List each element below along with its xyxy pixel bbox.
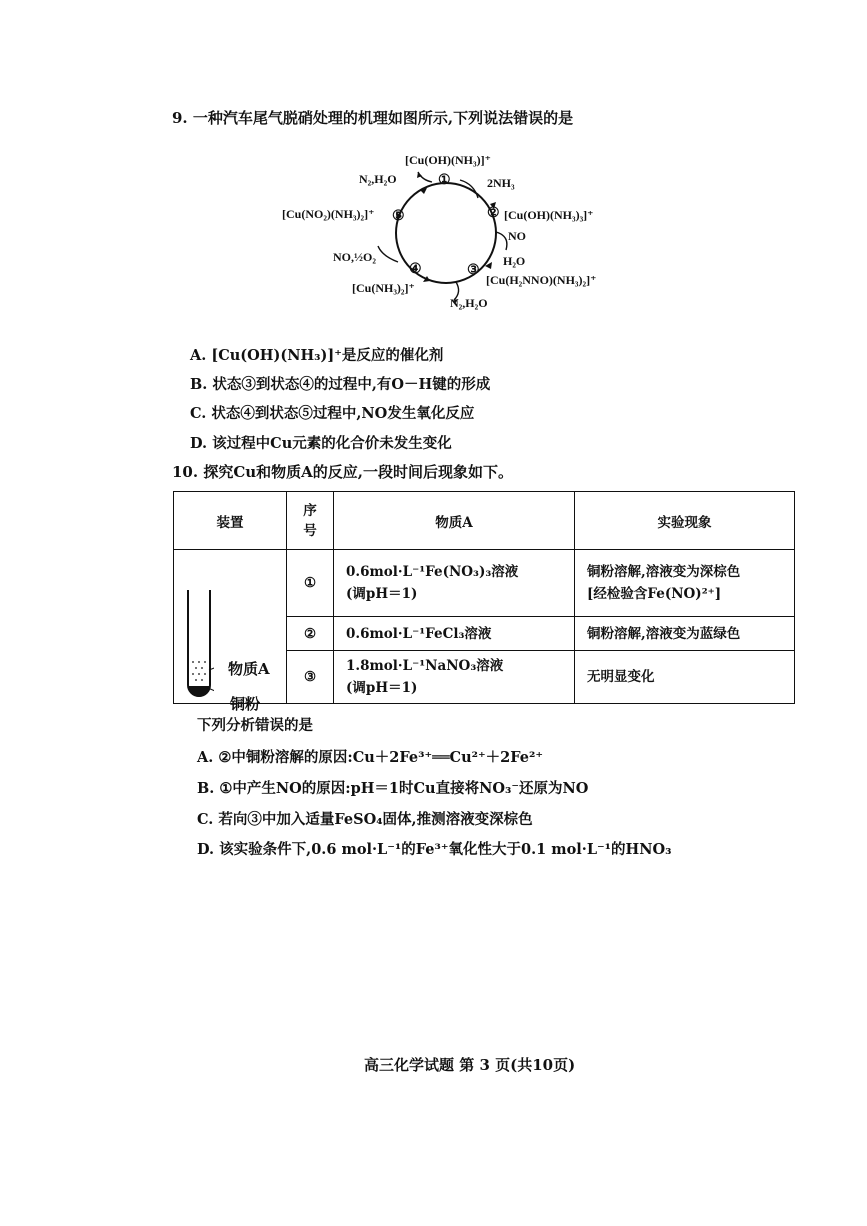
node-2: ②: [487, 206, 500, 221]
species-lower-right: [Cu(H₂NNO)(NH₃)₂]⁺: [486, 273, 597, 287]
species-left: [Cu(NO₂)(NH₃)₂]⁺: [282, 207, 375, 221]
row1-phenomenon: [575, 550, 795, 617]
q10-option-a: A. ②中铜粉溶解的原因:Cu＋2Fe³⁺══Cu²⁺＋2Fe²⁺: [197, 749, 543, 766]
reagent-h2o: H₂O: [503, 254, 526, 268]
q10-stem: 10. 探究Cu和物质A的反应,一段时间后现象如下。: [172, 463, 514, 481]
row3-number: ③: [287, 651, 334, 704]
header-phenomenon: 实验现象: [575, 492, 795, 550]
header-device: 装置: [174, 492, 287, 550]
label-substance-a: 物质A: [228, 660, 270, 678]
row1-substance: [334, 550, 575, 617]
row3-substance-line2: (调pH＝1): [346, 680, 418, 696]
label-copper-powder: 铜粉: [230, 695, 261, 713]
row1-substance-line2: (调pH＝1): [346, 586, 418, 602]
row2-substance: 0.6mol·L⁻¹FeCl₃溶液: [334, 617, 575, 651]
row1-substance-line1: 0.6mol·L⁻¹Fe(NO₃)₃溶液: [346, 564, 519, 580]
reagent-no: NO: [508, 229, 526, 243]
species-lower-left: [Cu(NH₃)₂]⁺: [352, 281, 415, 295]
row3-phenomenon: 无明显变化: [575, 651, 795, 704]
species-top: [Cu(OH)(NH₃)]⁺: [405, 153, 491, 167]
page-footer: 高三化学试题 第 3 页(共10页): [364, 1056, 576, 1074]
node-4: ④: [409, 262, 422, 277]
node-5: ⑤: [392, 209, 405, 224]
row2-phenomenon: 铜粉溶解,溶液变为蓝绿色: [575, 617, 795, 651]
device-cell: [174, 550, 287, 713]
test-tube-icon: [184, 590, 214, 700]
q10-option-b: B. ①中产生NO的原因:pH＝1时Cu直接将NO₃⁻还原为NO: [197, 780, 589, 797]
product-n2-h2o-bottom: N₂,H₂O: [450, 296, 488, 310]
q10-option-c: C. 若向③中加入适量FeSO₄固体,推测溶液变深棕色: [197, 811, 533, 828]
species-right: [Cu(OH)(NH₃)₃]⁺: [504, 208, 594, 222]
node-1: ①: [438, 173, 451, 188]
row3-substance-line1: 1.8mol·L⁻¹NaNO₃溶液: [346, 658, 504, 674]
q9-option-c: C. 状态④到状态⑤过程中,NO发生氧化反应: [190, 405, 475, 422]
row3-substance: [334, 651, 575, 704]
node-3: ③: [467, 263, 480, 278]
reagent-2nh3: 2NH₃: [487, 176, 515, 190]
header-substance: 物质A: [334, 492, 575, 550]
product-n2-h2o-top: N₂,H₂O: [359, 172, 397, 186]
table-header-row: [174, 492, 795, 550]
row1-number: ①: [287, 550, 334, 617]
experiment-table: [173, 491, 795, 713]
row2-number: ②: [287, 617, 334, 651]
q9-stem: 9. 一种汽车尾气脱硝处理的机理如图所示,下列说法错误的是: [172, 109, 574, 127]
table-row: [174, 550, 795, 617]
row1-phenomenon-line1: 铜粉溶解,溶液变为深棕色: [587, 564, 741, 580]
header-number: 序号: [287, 492, 334, 550]
row1-phenomenon-line2: [经检验含Fe(NO)²⁺]: [587, 586, 722, 602]
reagent-no-half-o2: NO,½O₂: [333, 250, 376, 264]
q9-option-d: D. 该过程中Cu元素的化合价未发生变化: [190, 435, 452, 452]
q9-option-a: A. [Cu(OH)(NH₃)]⁺是反应的催化剂: [190, 347, 444, 364]
q9-option-b: B. 状态③到状态④的过程中,有O－H键的形成: [190, 376, 491, 393]
q10-sub-stem: 下列分析错误的是: [197, 717, 313, 734]
q10-option-d: D. 该实验条件下,0.6 mol·L⁻¹的Fe³⁺氧化性大于0.1 mol·L⁻¹的HNO₃: [197, 841, 672, 858]
